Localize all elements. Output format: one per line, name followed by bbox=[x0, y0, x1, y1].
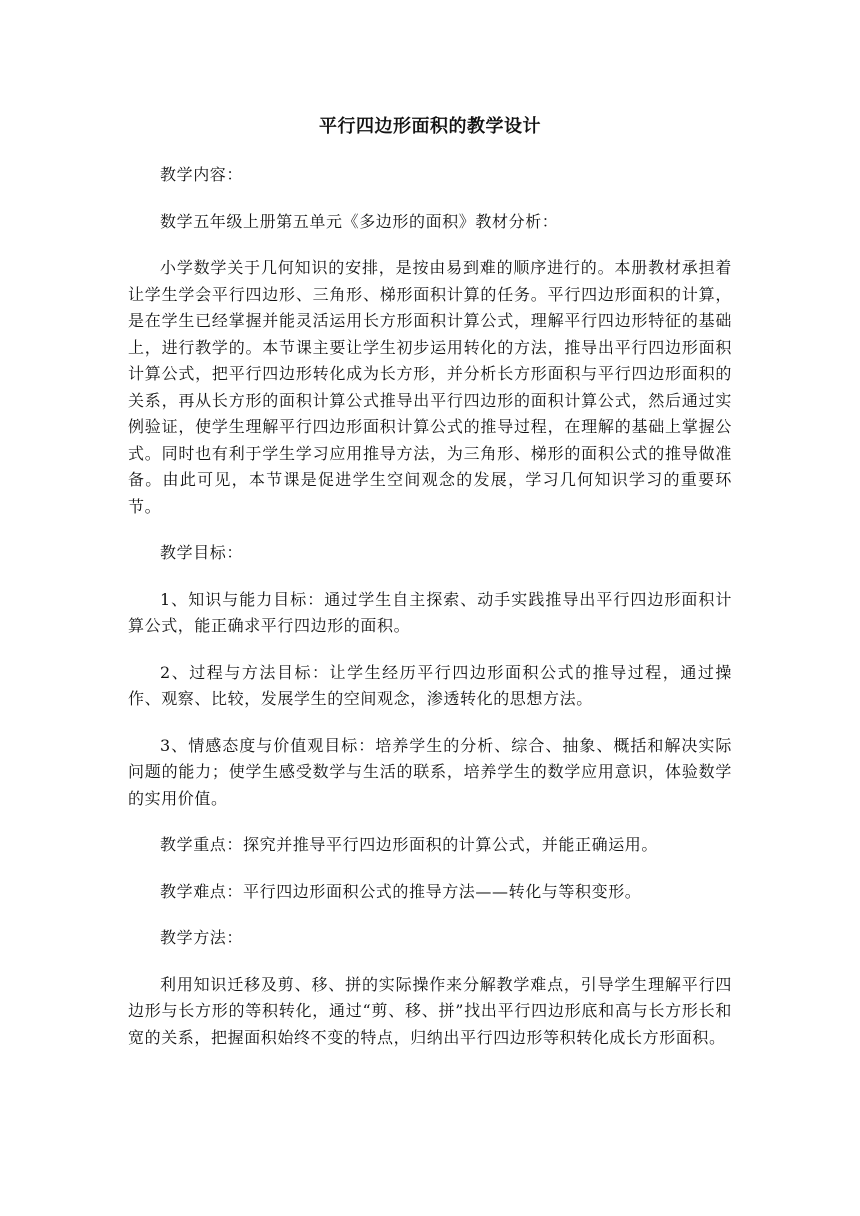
textbook-analysis-paragraph: 小学数学关于几何知识的安排，是按由易到难的顺序进行的。本册教材承担着让学生学会平行四边形、三角形、梯形面积计算的任务。平行四边形面积的计算，是在学生已经掌握并能灵活运用长方形面积计算公式，理解平行四边形特征的基础上，进行教学的。本节课主要让学生初步运用转化的方法，推导出平行四边形面积计算公式，把平行四边形转化成为长方形，并分析长方形面积与平行四边形面积的关系，再从长方形的面积计算公式推导出平行四边形的面积计算公式，然后通过实例验证，使学生理解平行四边形面积计算公式的推导过程，在理解的基础上掌握公式。同时也有利于学生学习应用推导方法，为三角形、梯形的面积公式的推导做准备。由此可见，本节课是促进学生空间观念的发展，学习几何知识学习的重要环节。 bbox=[128, 258, 732, 516]
document-body bbox=[128, 112, 732, 1071]
section-heading-teaching-goals: 教学目标： bbox=[160, 543, 244, 562]
goal-knowledge-ability: 1、知识与能力目标：通过学生自主探索、动手实践推导出平行四边形面积计算公式，能正确求平行四边形的面积。 bbox=[128, 589, 732, 635]
teaching-method-paragraph: 利用知识迁移及剪、移、拼的实际操作来分解教学难点，引导学生理解平行四边形与长方形的等积转化，通过“剪、移、拼”找出平行四边形底和高与长方形长和宽的关系，把握面积始终不变的特点，归纳出平行四边形等积转化成长方形面积。 bbox=[128, 974, 732, 1047]
goal-emotion-values: 3、情感态度与价值观目标：培养学生的分析、综合、抽象、概括和解决实际问题的能力；使学生感受数学与生活的联系，培养学生的数学应用意识，体验数学的实用价值。 bbox=[128, 735, 732, 808]
teaching-difficulty: 教学难点：平行四边形面积公式的推导方法——转化与等积变形。 bbox=[160, 881, 642, 901]
teaching-key-point: 教学重点：探究并推导平行四边形面积的计算公式，并能正确运用。 bbox=[160, 835, 659, 854]
section-heading-teaching-content: 教学内容： bbox=[160, 165, 244, 184]
section-heading-teaching-method: 教学方法： bbox=[160, 928, 244, 947]
section-heading-textbook-analysis: 数学五年级上册第五单元《多边形的面积》教材分析： bbox=[160, 211, 559, 231]
document-title: 平行四边形面积的教学设计 bbox=[319, 116, 541, 137]
goal-process-method: 2、过程与方法目标：让学生经历平行四边形面积公式的推导过程，通过操作、观察、比较，发展学生的空间观念，渗透转化的思想方法。 bbox=[128, 662, 732, 708]
